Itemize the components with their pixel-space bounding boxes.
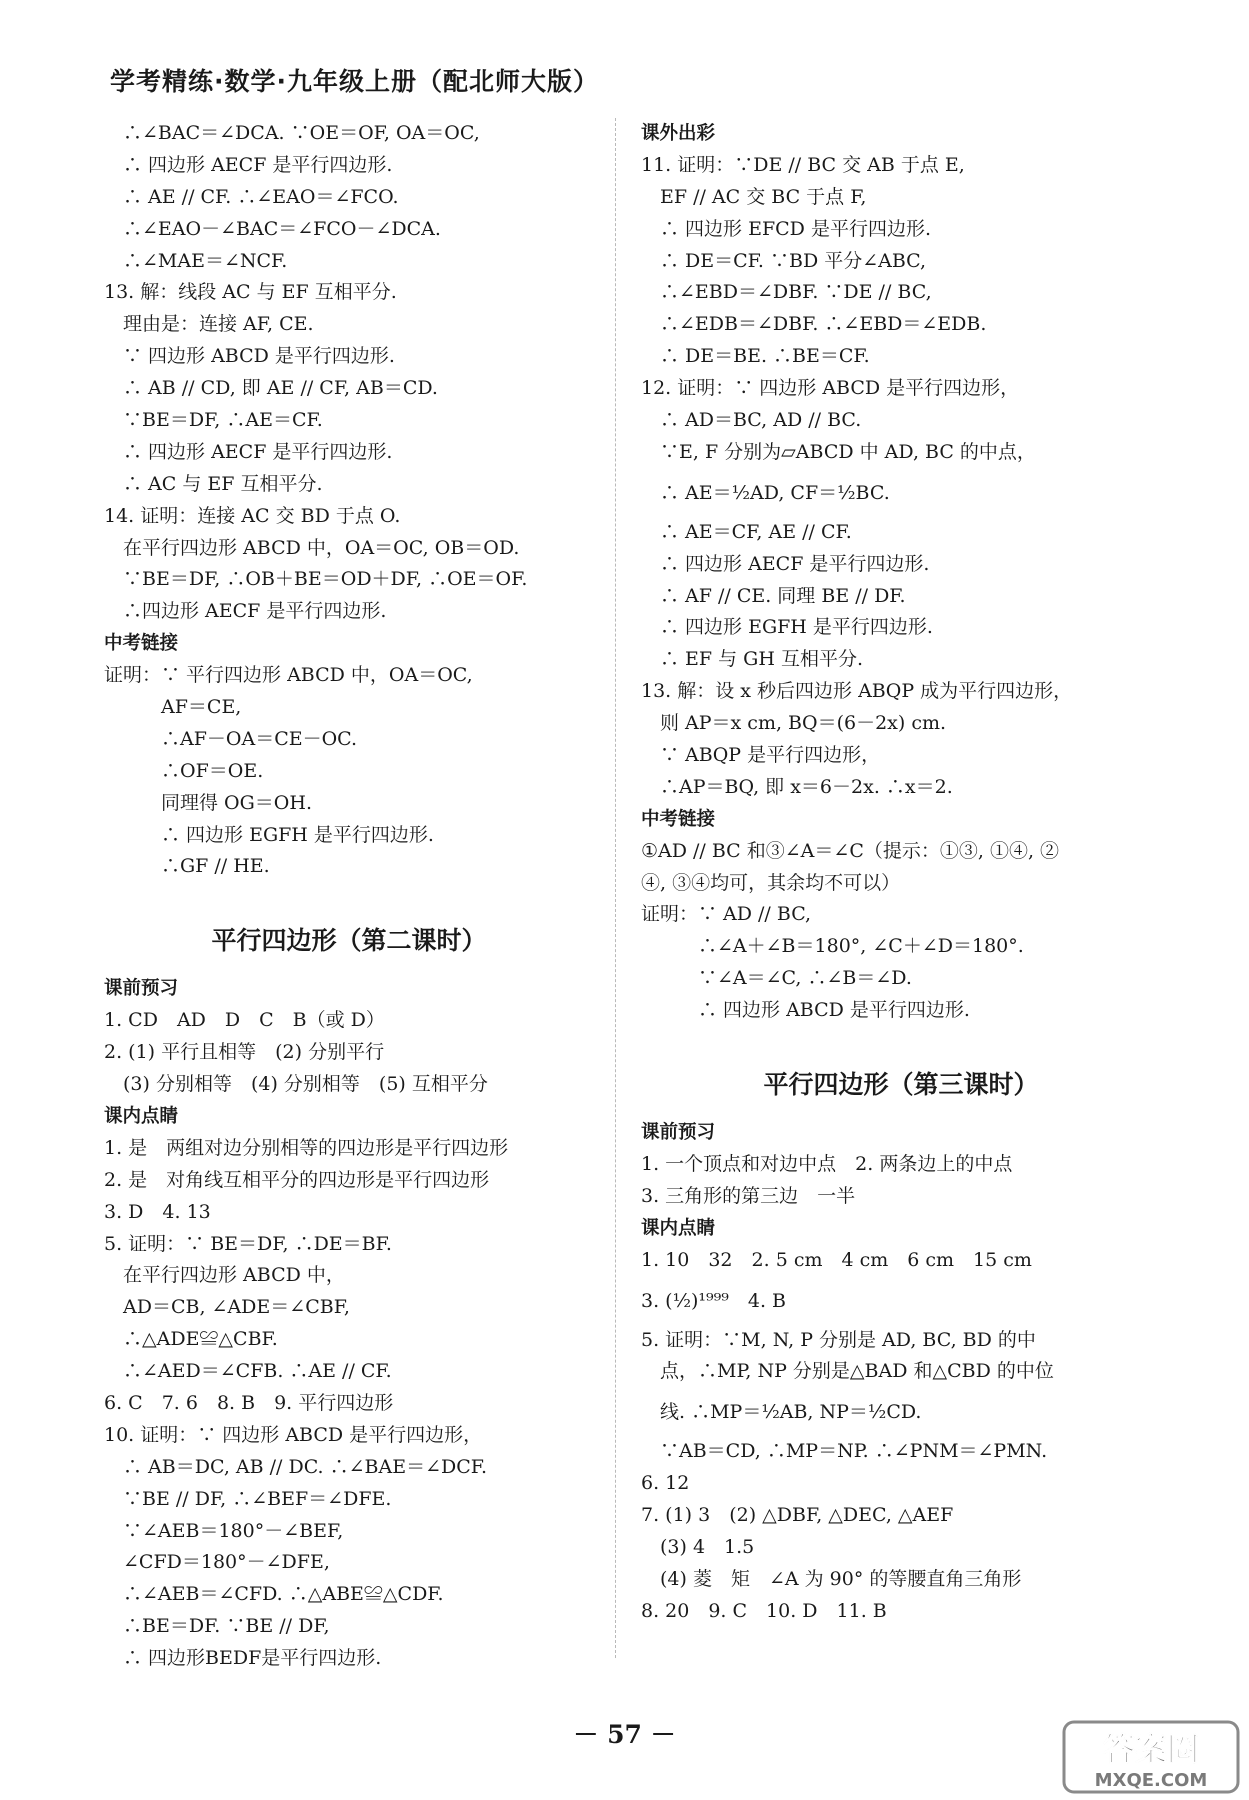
text-line: 7. (1) 3 (2) △DBF, △DEC, △AEF (641, 1504, 954, 1527)
lesson-title: 平行四边形（第二课时） (211, 926, 487, 956)
text-line: ∴AF－OA＝CE－OC. (104, 727, 358, 750)
text-line: AD＝CB, ∠ADE＝∠CBF, (104, 1296, 350, 1319)
text-line: ∴ EF 与 GH 互相平分. (641, 648, 863, 671)
text-line: 同理得 OG＝OH. (104, 791, 312, 814)
section-spacer (104, 883, 594, 899)
text-line: 证明：∵ 平行四边形 ABCD 中，OA＝OC, (104, 664, 473, 687)
text-line: 11. 证明：∵DE // BC 交 AB 于点 E, (641, 153, 965, 176)
text-line: ∴ AB＝DC, AB // DC. ∴∠BAE＝∠DCF. (104, 1455, 488, 1478)
text-line: 2. 是 对角线互相平分的四边形是平行四边形 (104, 1168, 490, 1191)
text-line: 6. 12 (641, 1472, 690, 1495)
text-line: 2. (1) 平行且相等 (2) 分别平行 (104, 1041, 385, 1064)
svg-text:MXQE.COM: MXQE.COM (1094, 1770, 1208, 1791)
text-line: (3) 分别相等 (4) 分别相等 (5) 互相平分 (104, 1073, 488, 1096)
text-line: ∵BE // DF, ∴∠BEF＝∠DFE. (104, 1487, 392, 1510)
text-line: ∴∠AEB＝∠CFD. ∴△ABE≌△CDF. (104, 1583, 444, 1606)
text-line: ∴ 四边形 AECF 是平行四边形. (104, 153, 393, 176)
text-line: 1. 10 32 2. 5 cm 4 cm 6 cm 15 cm (641, 1248, 1032, 1271)
text-line: ∴ 四边形 EGFH 是平行四边形. (641, 616, 933, 639)
text-line: 1. 一个顶点和对边中点 2. 两条边上的中点 (641, 1152, 1013, 1175)
text-line: ∵E, F 分别为▱ABCD 中 AD, BC 的中点， (641, 440, 1036, 463)
text-line: ∴四边形 AECF 是平行四边形. (104, 600, 387, 623)
text-line: ∴∠EAO－∠BAC＝∠FCO－∠DCA. (104, 217, 441, 240)
text-line: ∴ 四边形BEDF是平行四边形. (104, 1647, 382, 1670)
column-divider (615, 118, 616, 1658)
left-column (104, 118, 594, 1675)
text-line: ∵BE＝DF, ∴OB＋BE＝OD＋DF, ∴OE＝OF. (104, 568, 528, 591)
text-line: ∴ AE＝CF, AE // CF. (641, 520, 852, 543)
section-heading: 课前预习 (104, 978, 179, 1000)
text-line: ∴ DE＝BE. ∴BE＝CF. (641, 345, 870, 368)
text-line: AF＝CE, (104, 696, 242, 719)
text-line: 13. 解：设 x 秒后四边形 ABQP 成为平行四边形， (641, 680, 1073, 703)
right-column (641, 118, 1161, 1628)
text-line: ∴ AC 与 EF 互相平分. (104, 472, 323, 495)
text-line: 在平行四边形 ABCD 中， (104, 1264, 345, 1287)
section-heading: 课内点睛 (641, 1217, 716, 1239)
text-line: ∵BE＝DF, ∴AE＝CF. (104, 409, 323, 432)
text-line-fraction: 3. (½)¹⁹⁹⁹ 4. B (641, 1289, 787, 1312)
text-line: ∴∠MAE＝∠NCF. (104, 249, 288, 272)
text-line: ①AD // BC 和③∠A＝∠C（提示：①③, ①④, ② (641, 839, 1060, 862)
text-line: ∴∠BAC＝∠DCA. ∵OE＝OF, OA＝OC, (104, 122, 480, 144)
text-line: ∴△ADE≌△CBF. (104, 1328, 278, 1351)
text-line: ∴BE＝DF. ∵BE // DF, (104, 1615, 330, 1638)
text-line: ∴GF // HE. (104, 855, 270, 878)
text-line: 证明：∵ AD // BC, (641, 903, 812, 926)
text-line: ∴∠EBD＝∠DBF. ∵DE // BC, (641, 281, 932, 304)
text-line: (4) 菱 矩 ∠A 为 90° 的等腰直角三角形 (641, 1567, 1022, 1590)
text-line: 5. 证明：∵M, N, P 分别是 AD, BC, BD 的中 (641, 1328, 1036, 1351)
page-number: － 57 － (573, 1720, 676, 1749)
text-line: ∴ AE // CF. ∴∠EAO＝∠FCO. (104, 185, 399, 208)
text-line: ∴ AD＝BC, AD // BC. (641, 409, 862, 432)
text-line: 3. 三角形的第三边 一半 (641, 1184, 856, 1207)
section-heading: 课前预习 (641, 1122, 716, 1144)
text-line: 1. CD AD D C B（或 D） (104, 1009, 385, 1032)
lesson-title: 平行四边形（第三课时） (763, 1070, 1039, 1100)
text-line: ∴ AB // CD, 即 AE // CF, AB＝CD. (104, 377, 438, 400)
svg-text:答案圈: 答案圈 (1102, 1730, 1200, 1768)
text-line: 13. 解：线段 AC 与 EF 互相平分. (104, 281, 397, 304)
text-line: ∵ ABQP 是平行四边形， (641, 744, 881, 767)
text-line: (3) 4 1.5 (641, 1535, 755, 1558)
text-line: ∵∠A＝∠C, ∴∠B＝∠D. (641, 967, 912, 990)
section-heading: 中考链接 (104, 633, 179, 655)
text-line: ∵ 四边形 ABCD 是平行四边形. (104, 345, 395, 368)
text-line: ④, ③④均可，其余均不可以） (641, 871, 901, 894)
section-spacer (641, 1027, 1161, 1043)
text-line: ∴∠AED＝∠CFB. ∴AE // CF. (104, 1360, 392, 1383)
text-line: 12. 证明：∵ 四边形 ABCD 是平行四边形， (641, 377, 1020, 400)
text-line: ∴ AF // CE. 同理 BE // DF. (641, 584, 906, 607)
text-line: 点，∴MP, NP 分别是△BAD 和△CBD 的中位 (641, 1360, 1054, 1383)
text-line: ∴ DE＝CF. ∵BD 平分∠ABC, (641, 249, 927, 272)
text-line: EF // AC 交 BC 于点 F, (641, 185, 867, 208)
watermark-logo (1062, 1720, 1240, 1794)
text-line: ∠CFD＝180°－∠DFE, (104, 1551, 330, 1574)
text-line: 14. 证明：连接 AC 交 BD 于点 O. (104, 504, 401, 527)
text-line: ∴ 四边形 ABCD 是平行四边形. (641, 999, 970, 1022)
text-line: ∴∠EDB＝∠DBF. ∴∠EBD＝∠EDB. (641, 313, 987, 336)
page-header: 学考精练·数学·九年级上册（配北师大版） (110, 67, 599, 96)
text-line: ∴ 四边形 AECF 是平行四边形. (641, 552, 930, 575)
text-line: 5. 证明：∵ BE＝DF, ∴DE＝BF. (104, 1232, 392, 1255)
text-line: 8. 20 9. C 10. D 11. B (641, 1599, 887, 1622)
text-line: 10. 证明：∵ 四边形 ABCD 是平行四边形， (104, 1423, 483, 1446)
text-line-fraction: ∴ AE＝½AD, CF＝½BC. (641, 481, 890, 504)
text-line-fraction: 线. ∴MP＝½AB, NP＝½CD. (641, 1401, 922, 1424)
text-line: ∵AB＝CD, ∴MP＝NP. ∴∠PNM＝∠PMN. (641, 1440, 1048, 1463)
section-heading: 中考链接 (641, 808, 716, 830)
text-line: ∴ 四边形 EGFH 是平行四边形. (104, 823, 434, 846)
text-line: ∴ 四边形 EFCD 是平行四边形. (641, 217, 931, 240)
text-line: ∴OF＝OE. (104, 759, 264, 782)
text-line: 3. D 4. 13 (104, 1200, 211, 1223)
text-line: 则 AP＝x cm, BQ＝(6－2x) cm. (641, 712, 947, 735)
text-line: 1. 是 两组对边分别相等的四边形是平行四边形 (104, 1136, 509, 1159)
text-line: 6. C 7. 6 8. B 9. 平行四边形 (104, 1391, 394, 1414)
text-line: ∵∠AEB＝180°－∠BEF, (104, 1519, 344, 1542)
text-line: ∴AP＝BQ, 即 x＝6－2x. ∴x＝2. (641, 775, 953, 798)
section-heading: 课内点睛 (104, 1105, 179, 1127)
text-line: ∴∠A＋∠B＝180°, ∠C＋∠D＝180°. (641, 935, 1024, 958)
text-line: 理由是：连接 AF, CE. (104, 313, 314, 336)
text-line: 在平行四边形 ABCD 中，OA＝OC, OB＝OD. (104, 536, 520, 559)
section-heading: 课外出彩 (641, 123, 716, 144)
text-line: ∴ 四边形 AECF 是平行四边形. (104, 440, 393, 463)
